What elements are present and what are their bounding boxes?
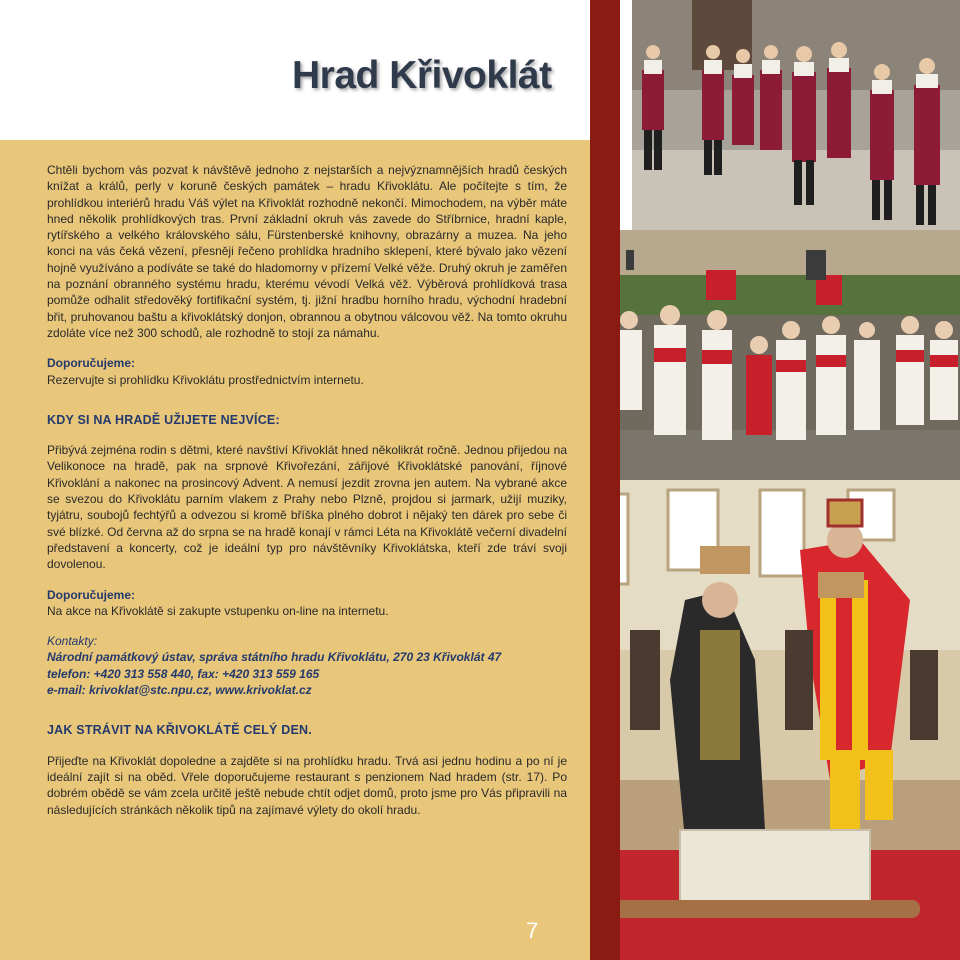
contacts-label: Kontakty:	[47, 634, 98, 649]
page-number: 7	[526, 918, 539, 943]
page-title: Hrad Křivoklát	[292, 54, 552, 97]
title-area	[0, 0, 620, 140]
recommend-text: Rezervujte si prohlídku Křivoklátu prostřednictvím internetu.	[47, 372, 364, 387]
recommend-label: Doporučujeme:	[47, 587, 136, 602]
recommend-text: Na akce na Křivoklátě si zakupte vstupenku on-line na internetu.	[47, 603, 389, 618]
contacts-block	[47, 633, 567, 698]
musicians-photo-icon	[632, 0, 960, 230]
contacts-phones: telefon: +420 313 558 440, fax: +420 313 559 165	[47, 666, 320, 681]
intro-paragraph: Chtěli bychom vás pozvat k návštěvě jednoho z nejstarších a nejvýznamnějších hradů českých knížat a králů, perly v koruně českých památek – hradu Křivoklátu. Ale počítejte s tím, že prohlídkou interiérů hradu Váš výlet na Křivoklát rozhodně nekončí. Mimochodem, na výběr máte hned několik prohlídkových tras. První základní okruh vás zavede do Stříbrnice, hradní kaple, rytířského a velkého královského sálu, Fürstenberské knihovny, obrazárny a muzea. Na jeho konci na vás čeká vězení, přesněji řečeno prohlídka hradního sklepení, které bývalo jako vězení hojně využíváno a podíváte se také do hladomorny v přízemí Velké věže. Druhý okruh je zaměřen na poznání obranného systému hradu, kterému vévodí Velká věž. Výběrová prohlídková trasa pomůže odhalit středověký fortifikační systém, tj. jižní hradbu horního hradu, východní hradební břit, pruhovanou baštu a křivoklátský donjon, obrannou a obytnou válcovou věž. Na tomto okruhu zdoláte více než 300 schodů, ale rozhodně to stojí za námahu.	[47, 163, 567, 340]
article-body	[47, 162, 567, 818]
contacts-web: e-mail: krivoklat@stc.npu.cz, www.krivoklat.cz	[47, 683, 312, 698]
section-heading-day: JAK STRÁVIT NA KŘIVOKLÁTĚ CELÝ DEN.	[47, 723, 312, 738]
children-folk-costumes-photo-icon	[606, 230, 960, 480]
accent-red-bar	[590, 0, 620, 960]
when-recommend	[47, 587, 567, 620]
section-heading-when: KDY SI NA HRADĚ UŽIJETE NEJVÍCE:	[47, 412, 280, 427]
contacts-address: Národní památkový ústav, správa státního hradu Křivoklátu, 270 23 Křivoklát 47	[47, 650, 502, 665]
when-paragraph: Přibývá zejména rodin s dětmi, které navštíví Křivoklát hned několikrát ročně. Jednou přijedou na Velikonoce na hradě, pak na srpnové Křivořezání, zářijové Křivoklátské panování, říjnové Křivoklání a nakonec na prosincový Advent. A nemusí jezdit zrovna jen autem. Na vybrané akce se svezou do Křivoklátu parním vlakem z Prahy nebo Plzně, projdou si jarmark, užijí muziky, tyjátru, soubojů fechtýřů a odvezou si kromě bříška plného dobrot i nějaký ten dárek pro sebe či své blízké. Od června až do srpna se na hradě konají v rámci Léta na Křivoklátě večerní divadelní představení a koncerty, což je ideální typ pro návštěvníky Křivoklátska, kteří zde tráví svoji dovolenou.	[47, 443, 567, 572]
day-paragraph: Přijeďte na Křivoklát dopoledne a zajděte si na prohlídku hradu. Trvá asi jednu hodinu a po ní je ideální zajít si na oběd. Vřele doporučujeme restaurant s penzionem Nad hradem (str. 17). Po dobrém obědě se vám zcela určitě ještě nebude chtít odjet domů, proto jsme pro Vás připravili na následujících stránkách několik tipů na zajímavé výlety do okolí hradu.	[47, 753, 567, 817]
intro-recommend	[47, 355, 567, 388]
photo-column	[590, 0, 960, 960]
recommend-label: Doporučujeme:	[47, 356, 136, 371]
costumed-performers-pouring-photo-icon	[590, 480, 960, 960]
